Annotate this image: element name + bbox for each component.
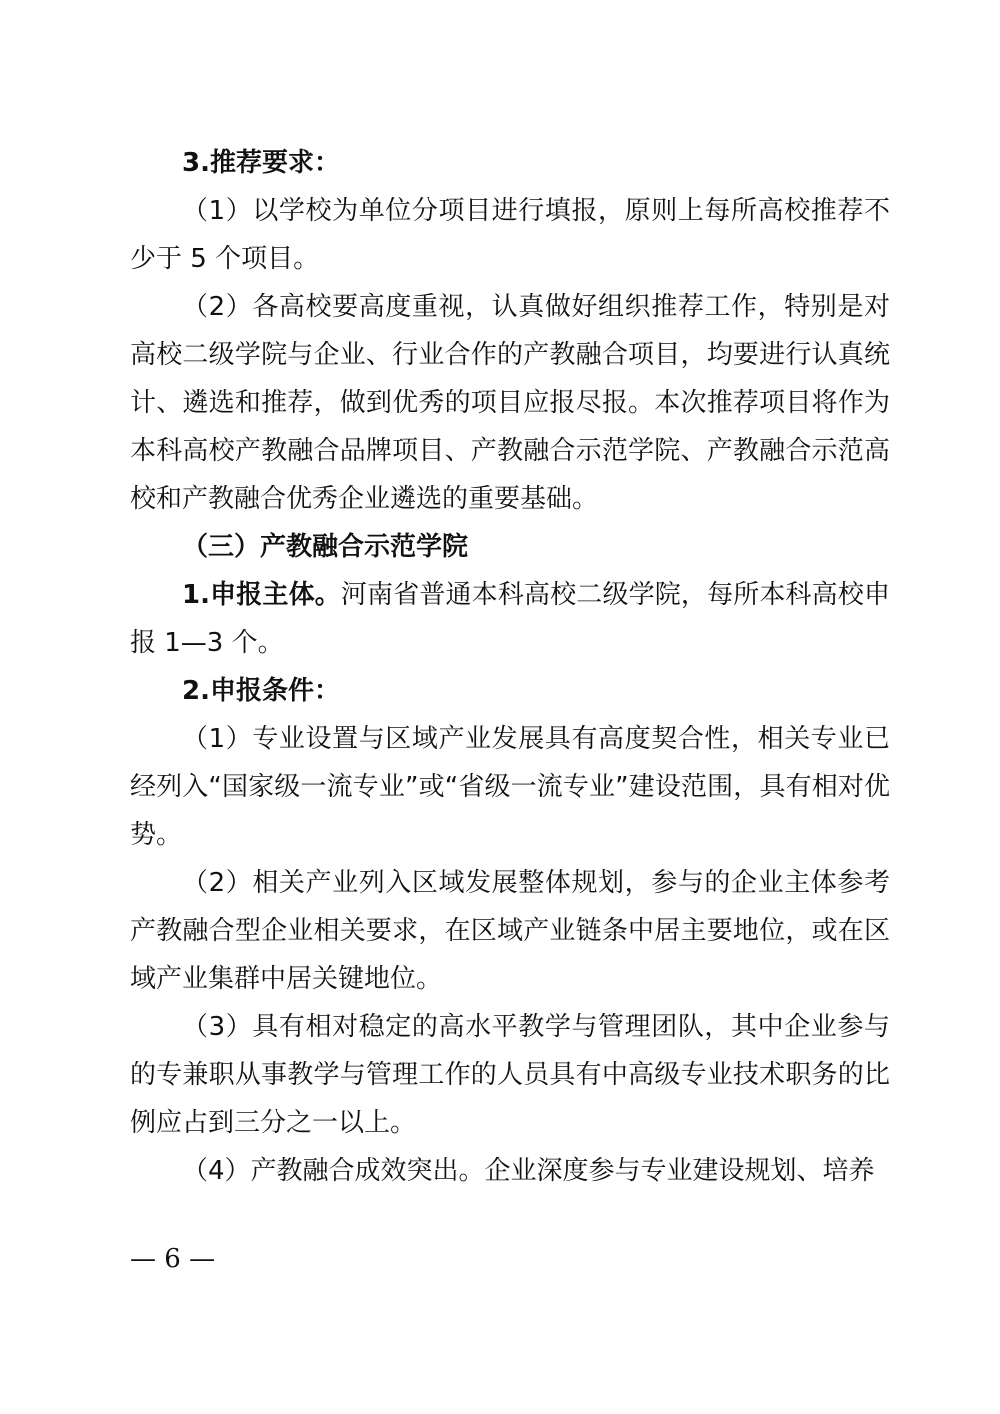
paragraph-text: （1）以学校为单位分项目进行填报，原则上每所高校推荐不少于 5 个项目。 [130, 196, 890, 274]
paragraph-condition-1 [130, 715, 890, 859]
paragraph-text: （1）专业设置与区域产业发展具有高度契合性，相关专业已经列入“国家级一流专业”或“省级一流专业”建设范围，具有相对优势。 [130, 724, 890, 850]
paragraph-text: （2）相关产业列入区域发展整体规划，参与的企业主体参考产教融合型企业相关要求，在区域产业链条中居主要地位，或在区域产业集群中居关键地位。 [130, 868, 890, 994]
paragraph-lead: 1.申报主体。 [182, 580, 341, 610]
paragraph-text: （3）具有相对稳定的高水平教学与管理团队，其中企业参与的专兼职从事教学与管理工作的人员具有中高级专业技术职务的比例应占到三分之一以上。 [130, 1012, 890, 1138]
paragraph-applicant [130, 571, 890, 667]
paragraph-recommend-requirements [130, 139, 890, 187]
document-body [130, 139, 890, 1195]
paragraph-conditions-heading [130, 667, 890, 715]
section-heading-demo-college [130, 523, 890, 571]
paragraph-condition-4 [130, 1147, 890, 1195]
paragraph-text: （4）产教融合成效突出。企业深度参与专业建设规划、培养 [182, 1156, 875, 1186]
section-heading: 2.申报条件： [182, 676, 340, 706]
paragraph-item-2 [130, 283, 890, 523]
paragraph-text: （2）各高校要高度重视，认真做好组织推荐工作，特别是对高校二级学院与企业、行业合作的产教融合项目，均要进行认真统计、遴选和推荐，做到优秀的项目应报尽报。本次推荐项目将作为本科高校产教融合品牌项目、产教融合示范学院、产教融合示范高校和产教融合优秀企业遴选的重要基础。 [130, 292, 890, 514]
paragraph-condition-3 [130, 1003, 890, 1147]
paragraph-condition-2 [130, 859, 890, 1003]
page-number: — 6 — [130, 1244, 216, 1274]
paragraph-item-1 [130, 187, 890, 283]
paragraph-text: 河南省普通本科高校二级学院，每所本科高校申报 1—3 个。 [130, 580, 890, 658]
section-heading: （三）产教融合示范学院 [182, 532, 469, 562]
section-heading: 3.推荐要求： [182, 148, 340, 178]
